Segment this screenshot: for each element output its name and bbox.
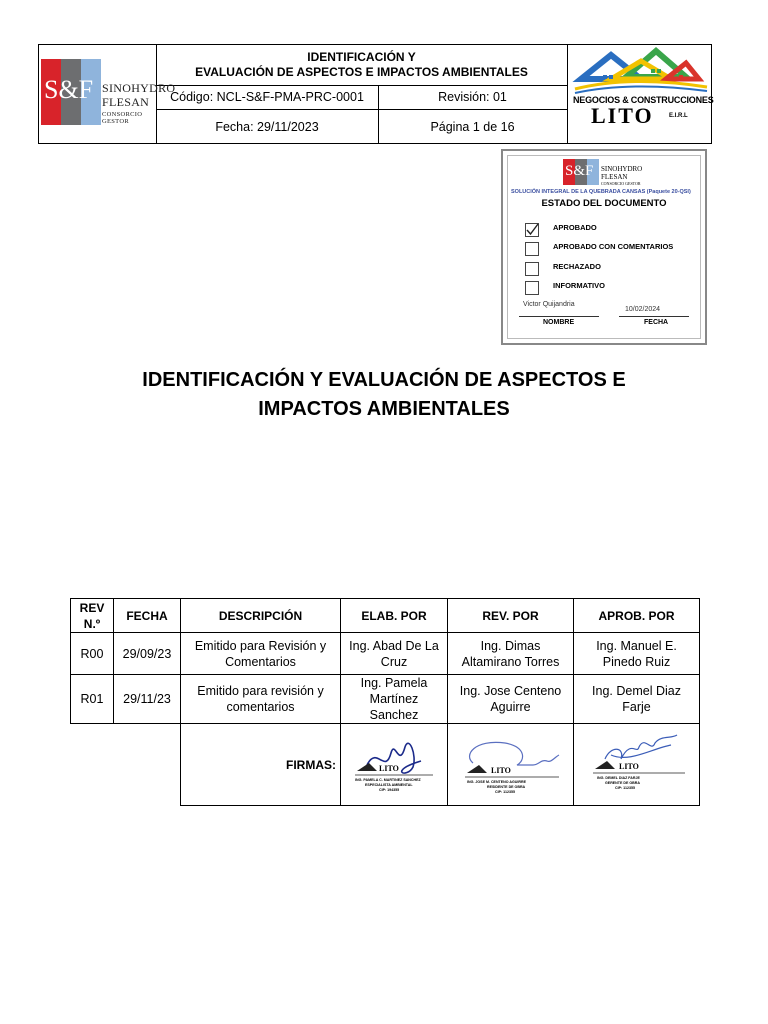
firmas-label: FIRMAS:	[181, 724, 341, 806]
lito-suffix: E.I.R.L	[669, 113, 688, 119]
lito-houses-icon	[571, 47, 711, 97]
svg-text:CIP: 112355: CIP: 112355	[614, 785, 635, 790]
col-header-rev-por: REV. POR	[448, 599, 574, 633]
header-fecha: Fecha: 29/11/2023	[215, 119, 319, 134]
cell-elab: Ing. Abad De La Cruz	[341, 633, 448, 675]
signature-aprob	[574, 724, 700, 806]
stamp-name-value: Victor Quijandria	[523, 301, 575, 308]
col-header-fecha: FECHA	[114, 599, 181, 633]
checkmark-icon	[525, 223, 539, 237]
header-title-line2: EVALUACIÓN DE ASPECTOS E IMPACTOS AMBIENTALES	[195, 65, 528, 79]
stamp-sf-logo	[563, 157, 647, 187]
sinohydro-flesan-logo	[41, 59, 176, 125]
option-label-rechazado: RECHAZADO	[553, 262, 601, 271]
cell-descripcion: Emitido para Revisión y Comentarios	[181, 633, 341, 675]
stamp-name-caption: NOMBRE	[543, 319, 575, 326]
sf-name-line2: FLESAN	[102, 95, 150, 109]
signature-stamp-aprob-icon	[581, 725, 693, 801]
document-header	[38, 44, 712, 144]
cell-rev: R00	[71, 633, 114, 675]
stamp-date-value: 10/02/2024	[625, 306, 661, 313]
svg-text:LITO: LITO	[618, 761, 639, 771]
svg-text:ING. JOSE M. CENTENO AGUIRRE: ING. JOSE M. CENTENO AGUIRRE	[466, 779, 526, 784]
stamp-sf-name3: CONSORCIO GESTOR	[601, 181, 641, 186]
table-header-row	[71, 599, 700, 633]
lito-logo	[571, 47, 714, 142]
option-label-informativo: INFORMATIVO	[553, 281, 605, 290]
col-header-rev: REV N.º	[71, 599, 114, 633]
option-label-aprobado-con-comentarios: APROBADO CON COMENTARIOS	[553, 242, 674, 251]
cell-descripcion: Emitido para revisión y comentarios	[181, 675, 341, 724]
cell-rev-por: Ing. Jose Centeno Aguirre	[448, 675, 574, 724]
document-main-title	[60, 366, 708, 424]
stamp-date-caption: FECHA	[644, 319, 669, 326]
signature-rev	[448, 724, 574, 806]
main-title-line2: IMPACTOS AMBIENTALES	[258, 398, 510, 420]
header-title	[156, 45, 567, 85]
revisions-table	[70, 598, 700, 806]
svg-text:LITO: LITO	[379, 763, 399, 773]
svg-text:ING. PAMELA C. MARTINEZ SANCHE: ING. PAMELA C. MARTINEZ SANCHEZ	[355, 777, 421, 782]
header-title-line1: IDENTIFICACIÓN Y	[307, 50, 416, 64]
signatures-row	[71, 724, 700, 806]
sf-name-line1: SINOHYDRO	[102, 81, 176, 95]
stamp-solution-text: SOLUCIÓN INTEGRAL DE LA QUEBRADA CANSAS (Paquete 20-QSI)	[511, 189, 691, 195]
svg-text:ESPECIALISTA AMBIENTAL: ESPECIALISTA AMBIENTAL	[365, 782, 413, 787]
col-header-descripcion: DESCRIPCIÓN	[181, 599, 341, 633]
cell-rev-por: Ing. Dimas Altamirano Torres	[448, 633, 574, 675]
col-header-aprob: APROB. POR	[574, 599, 700, 633]
svg-text:CIP: 112355: CIP: 112355	[494, 789, 515, 794]
stamp-title: ESTADO DEL DOCUMENTO	[541, 198, 667, 209]
document-status-stamp	[501, 149, 707, 345]
table-row	[71, 675, 700, 724]
table-row	[71, 633, 700, 675]
option-label-aprobado: APROBADO	[553, 223, 597, 232]
signature-elab	[341, 724, 448, 806]
lito-name: LITO	[591, 103, 654, 128]
signature-stamp-rev-icon	[455, 725, 567, 801]
cell-aprob: Ing. Demel Diaz Farje	[574, 675, 700, 724]
checkbox-rechazado[interactable]	[525, 262, 539, 276]
col-header-elab: ELAB. POR	[341, 599, 448, 633]
stamp-sf-name1: SINOHYDRO	[601, 165, 643, 173]
main-title-line1: IDENTIFICACIÓN Y EVALUACIÓN DE ASPECTOS E	[142, 369, 626, 391]
cell-elab: Ing. Pamela Martínez Sanchez	[341, 675, 448, 724]
checkbox-informativo[interactable]	[525, 281, 539, 295]
cell-aprob: Ing. Manuel E. Pinedo Ruiz	[574, 633, 700, 675]
checkbox-aprobado-con-comentarios[interactable]	[525, 242, 539, 256]
cell-fecha: 29/11/23	[114, 675, 181, 724]
lito-tagline: NEGOCIOS & CONSTRUCCIONES	[573, 95, 714, 105]
signature-stamp-elab-icon	[347, 725, 441, 801]
svg-text:GERENTE DE OBRA: GERENTE DE OBRA	[604, 780, 640, 785]
svg-text:LITO: LITO	[490, 765, 511, 775]
svg-text:RESIDENTE DE OBRA: RESIDENTE DE OBRA	[486, 784, 525, 789]
stamp-sf-name2: FLESAN	[601, 173, 628, 181]
header-revision: Revisión: 01	[438, 90, 507, 104]
stamp-sf-mark: S&F	[565, 163, 594, 179]
checkbox-aprobado[interactable]	[525, 223, 539, 237]
sf-mark: S&F	[44, 75, 94, 104]
sf-name-line3: CONSORCIO GESTOR	[102, 111, 143, 125]
svg-text:ING. DEMEL DIAZ FARJE: ING. DEMEL DIAZ FARJE	[596, 775, 640, 780]
header-codigo: Código: NCL-S&F-PMA-PRC-0001	[170, 90, 364, 104]
cell-rev: R01	[71, 675, 114, 724]
header-pagina: Página 1 de 16	[430, 119, 515, 134]
cell-fecha: 29/09/23	[114, 633, 181, 675]
svg-text:CIP: 194355: CIP: 194355	[379, 787, 400, 792]
